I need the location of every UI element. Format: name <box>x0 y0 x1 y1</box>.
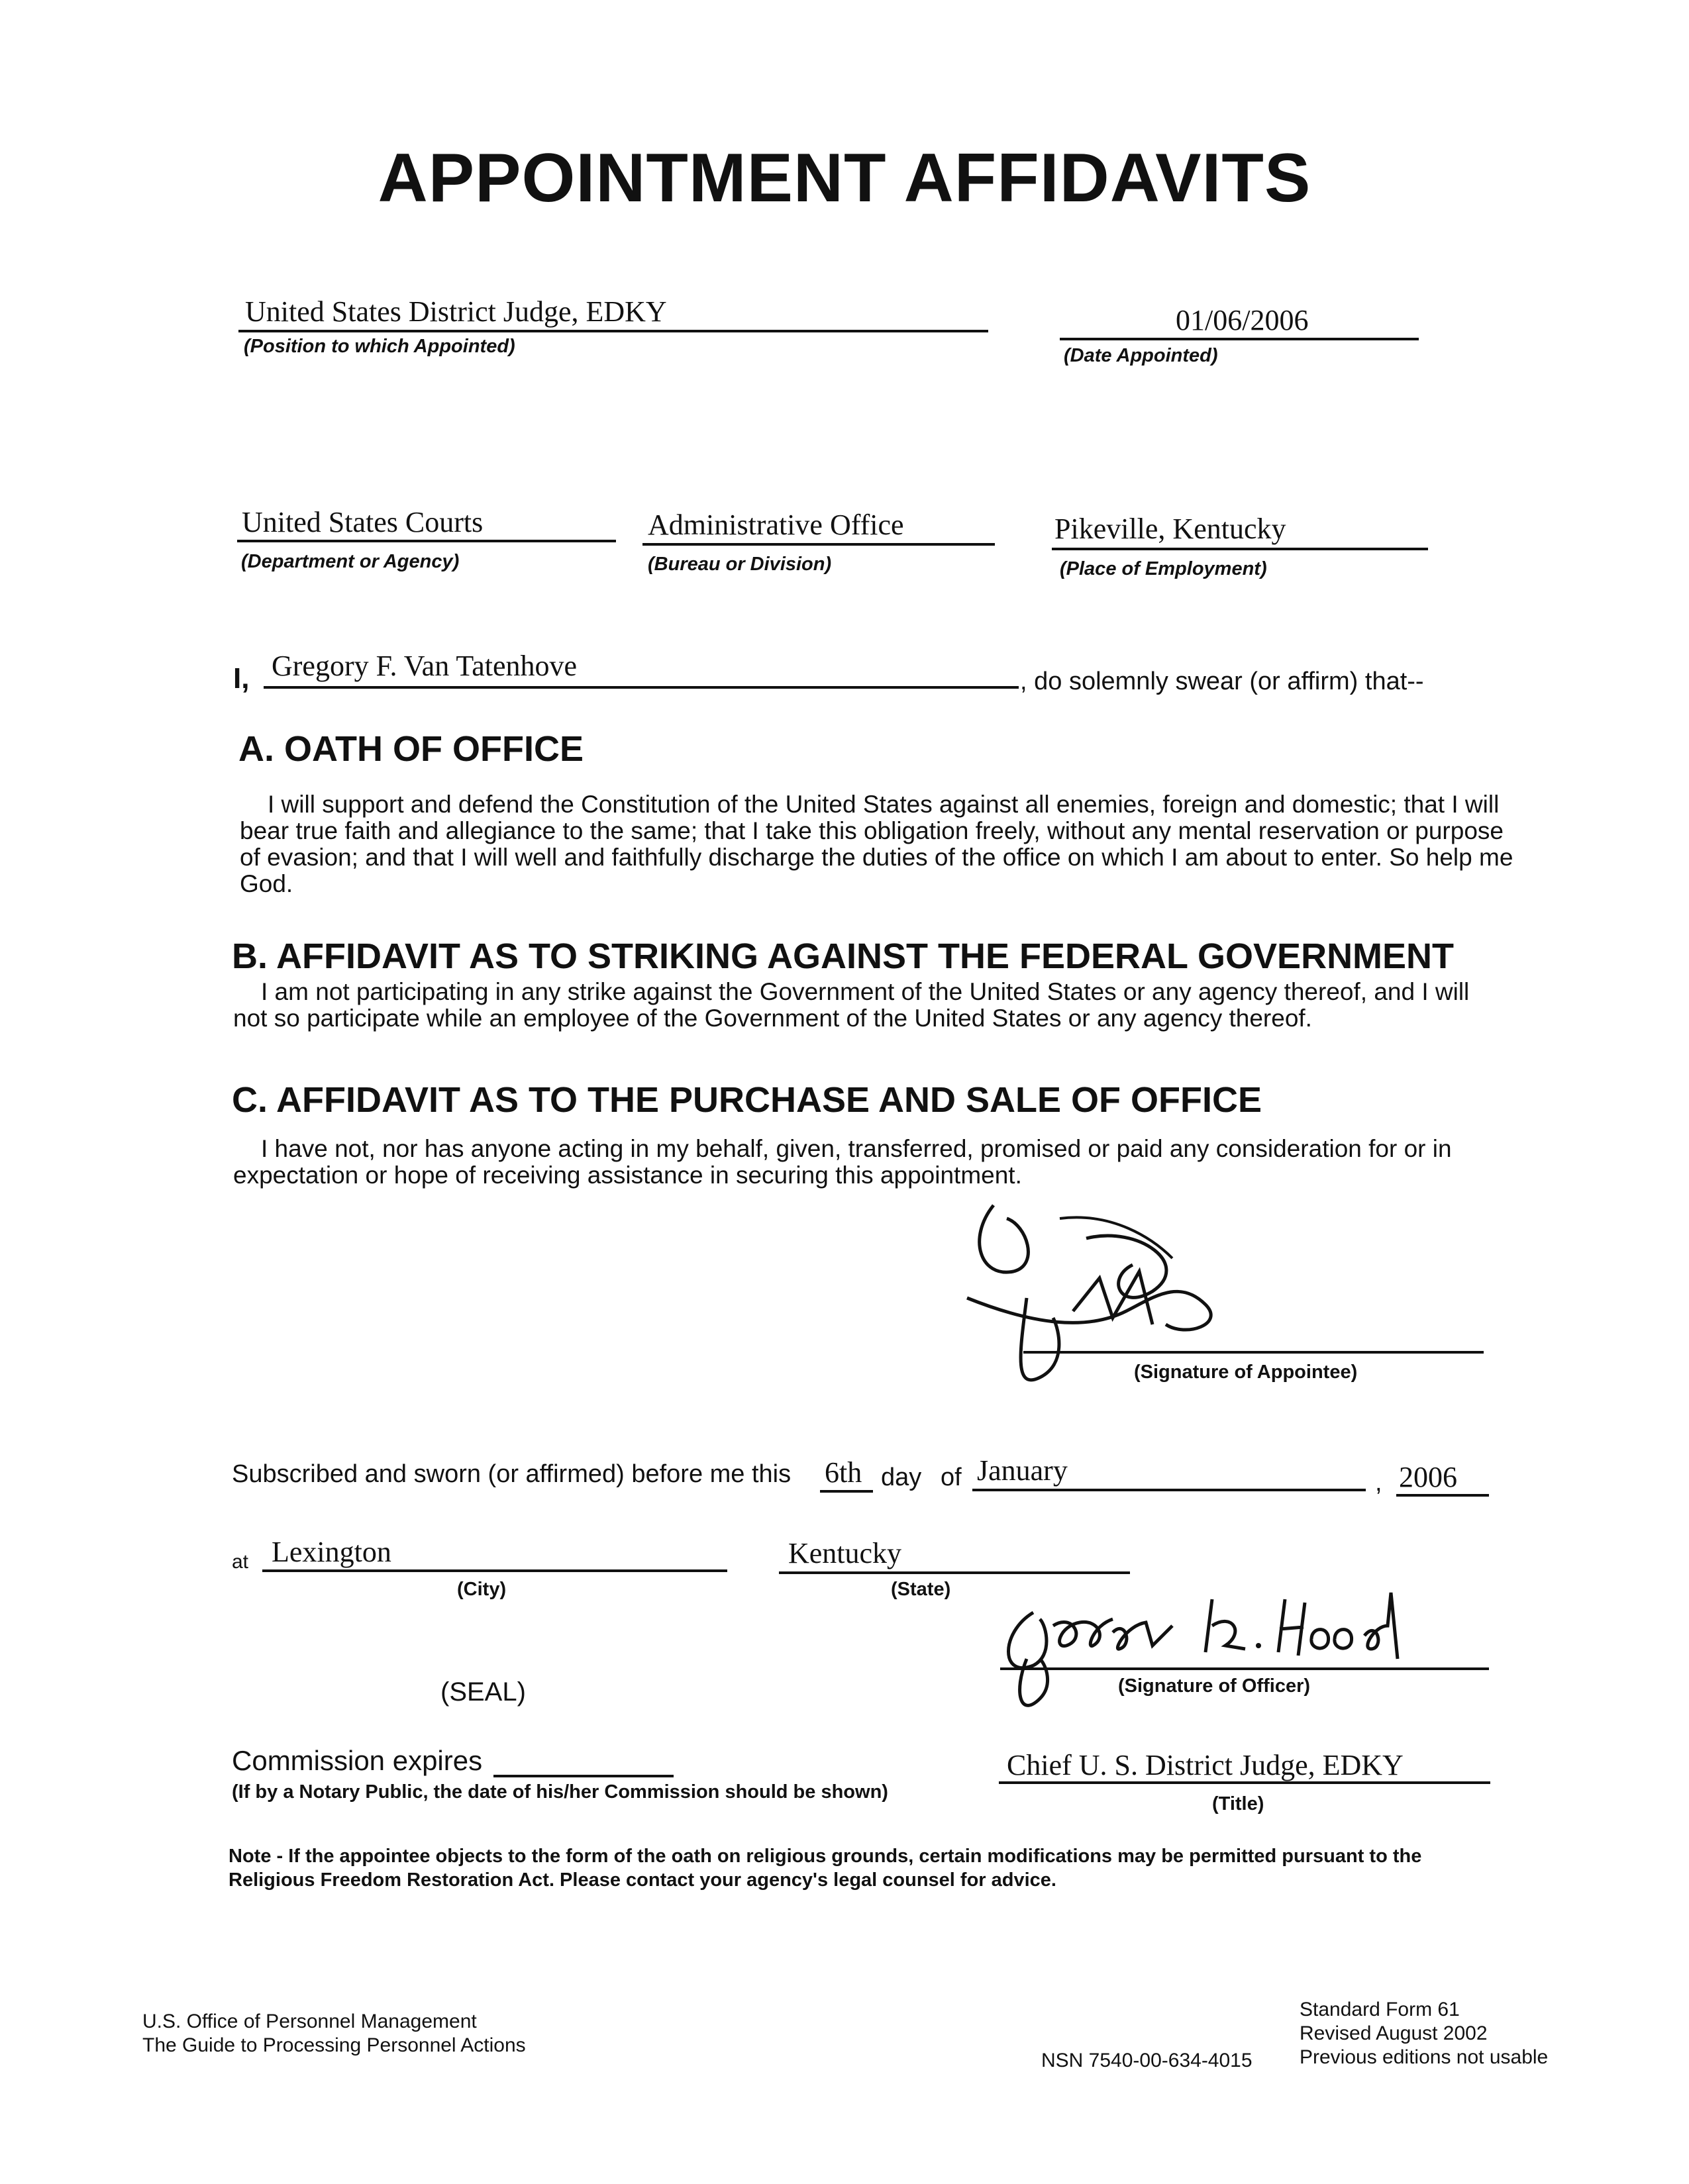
date-appointed-underline <box>1060 338 1419 340</box>
department-underline <box>237 540 616 542</box>
department-value[interactable]: United States Courts <box>242 506 484 538</box>
religious-note: Note - If the appointee objects to the form of the oath on religious grounds, certain modifications may be permitted pursuant to the Religious Freedom Restoration Act. Please contact your agency's legal counsel for advice. <box>229 1846 1422 1891</box>
officer-signature <box>994 1586 1477 1718</box>
city-value[interactable]: Lexington <box>272 1536 391 1568</box>
footer-agency-line2: The Guide to Processing Personnel Actions <box>142 2034 526 2056</box>
sworn-year-value[interactable]: 2006 <box>1399 1461 1457 1493</box>
footer-nsn: NSN 7540-00-634-4015 <box>1041 2050 1253 2071</box>
appointee-signature-underline <box>1023 1351 1484 1354</box>
commission-underline[interactable] <box>493 1775 674 1777</box>
appointee-name-underline <box>264 686 1019 689</box>
officer-signature-underline <box>1000 1667 1489 1670</box>
oath-prefix: I, <box>233 662 250 695</box>
state-value[interactable]: Kentucky <box>788 1537 902 1569</box>
oath-suffix: , do solemnly swear (or affirm) that-- <box>1020 668 1424 695</box>
sworn-month-value[interactable]: January <box>977 1454 1068 1487</box>
footer-agency-line1: U.S. Office of Personnel Management <box>142 2010 477 2032</box>
position-caption: (Position to which Appointed) <box>244 336 515 357</box>
commission-note: (If by a Notary Public, the date of his/her Commission should be shown) <box>232 1781 888 1803</box>
state-caption: (State) <box>891 1579 951 1600</box>
section-c-text: I have not, nor has anyone acting in my behalf, given, transferred, promised or paid any consideration for or in expectation or hope of receiving assistance in securing this appointment. <box>233 1135 1452 1189</box>
place-caption: (Place of Employment) <box>1060 558 1267 579</box>
seal-label: (SEAL) <box>440 1677 526 1707</box>
officer-title-caption: (Title) <box>1212 1793 1264 1814</box>
sworn-year-underline <box>1396 1494 1489 1497</box>
officer-title-underline <box>999 1781 1490 1784</box>
department-caption: (Department or Agency) <box>241 551 460 572</box>
sworn-comma: , <box>1375 1469 1382 1497</box>
date-appointed-caption: (Date Appointed) <box>1064 345 1218 366</box>
page-title: APPOINTMENT AFFIDAVITS <box>378 140 1311 217</box>
officer-title-value[interactable]: Chief U. S. District Judge, EDKY <box>1007 1749 1404 1781</box>
officer-signature-caption: (Signature of Officer) <box>1118 1675 1311 1697</box>
commission-label: Commission expires <box>232 1745 483 1776</box>
section-a-heading: A. OATH OF OFFICE <box>238 729 584 769</box>
section-a-text: I will support and defend the Constitution of the United States against all enemies, foreign and domestic; that I will bear true faith and allegiance to the same; that I take this obligation freely, without any mental reservation or purpose of evasion; and that I will well and faithfully discharge the duties of the office on which I am about to enter. So help me God. <box>240 791 1513 897</box>
sworn-month-underline <box>972 1489 1366 1491</box>
sworn-of-label: of <box>941 1464 962 1491</box>
sworn-day-value[interactable]: 6th <box>825 1456 862 1489</box>
appointee-signature-caption: (Signature of Appointee) <box>1134 1362 1358 1383</box>
bureau-underline <box>642 543 995 546</box>
location-at-label: at <box>232 1551 249 1573</box>
city-underline <box>262 1569 727 1572</box>
place-value[interactable]: Pikeville, Kentucky <box>1054 513 1286 545</box>
footer-form-line1: Standard Form 61 <box>1300 1999 1460 2020</box>
sworn-prefix: Subscribed and sworn (or affirmed) before me this <box>232 1460 792 1488</box>
sworn-day-underline <box>820 1490 873 1493</box>
sworn-day-label: day <box>881 1464 922 1491</box>
bureau-caption: (Bureau or Division) <box>648 554 832 575</box>
section-c-heading: C. AFFIDAVIT AS TO THE PURCHASE AND SALE OF OFFICE <box>232 1080 1262 1120</box>
footer-form-line2: Revised August 2002 <box>1300 2022 1488 2044</box>
appointee-name-value[interactable]: Gregory F. Van Tatenhove <box>272 650 578 682</box>
position-underline <box>238 330 988 332</box>
position-value[interactable]: United States District Judge, EDKY <box>245 295 667 328</box>
place-underline <box>1052 548 1428 550</box>
section-b-text: I am not participating in any strike against the Government of the United States or any agency thereof, and I will not so participate while an employee of the Government of the United States or any agency thereof. <box>233 978 1470 1032</box>
date-appointed-value[interactable]: 01/06/2006 <box>1176 304 1309 336</box>
footer-form-line3: Previous editions not usable <box>1300 2046 1549 2068</box>
section-b-heading: B. AFFIDAVIT AS TO STRIKING AGAINST THE FEDERAL GOVERNMENT <box>232 936 1455 976</box>
city-caption: (City) <box>457 1579 507 1600</box>
state-underline <box>779 1571 1130 1574</box>
bureau-value[interactable]: Administrative Office <box>648 509 904 541</box>
